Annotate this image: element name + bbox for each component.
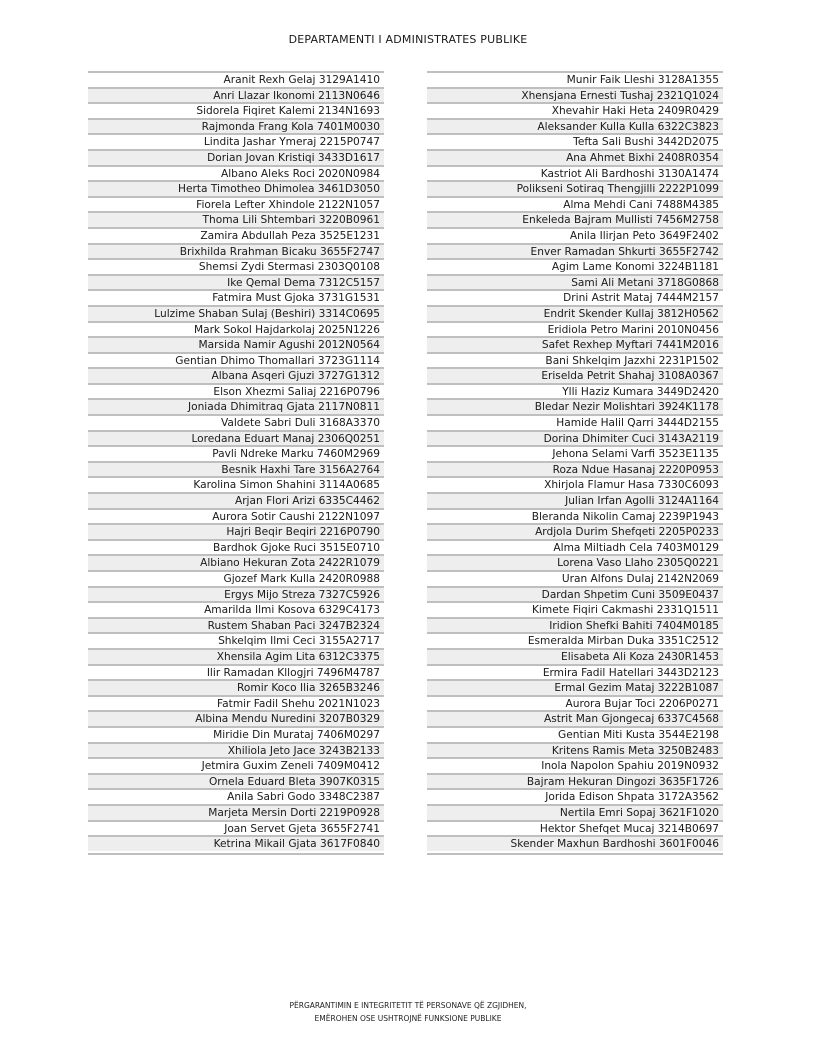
list-item: Drini Astrit Mataj 7444M2157: [427, 289, 723, 305]
list-item: Herta Timotheo Dhimolea 3461D3050: [88, 180, 384, 196]
list-item: Xhirjola Flamur Hasa 7330C6093: [427, 476, 723, 492]
list-item: Xhevahir Haki Heta 2409R0429: [427, 102, 723, 118]
list-item: Hajri Beqir Beqiri 2216P0790: [88, 523, 384, 539]
list-item: Alma Miltiadh Cela 7403M0129: [427, 539, 723, 555]
list-item: Albiano Hekuran Zota 2422R1079: [88, 554, 384, 570]
list-item: Jetmira Guxim Zeneli 7409M0412: [88, 757, 384, 773]
list-item: Joan Servet Gjeta 3655F2741: [88, 820, 384, 836]
list-item: Alma Mehdi Cani 7488M4385: [427, 196, 723, 212]
list-item: Arjan Flori Arizi 6335C4462: [88, 492, 384, 508]
list-item: Albano Aleks Roci 2020N0984: [88, 165, 384, 181]
list-item: Fatmira Must Gjoka 3731G1531: [88, 289, 384, 305]
left-name-list: [88, 71, 384, 855]
list-item: Ana Ahmet Bixhi 2408R0354: [427, 149, 723, 165]
list-item: Gentian Miti Kusta 3544E2198: [427, 726, 723, 742]
list-item: Aleksander Kulla Kulla 6322C3823: [427, 118, 723, 134]
list-item: Rajmonda Frang Kola 7401M0030: [88, 118, 384, 134]
list-item: Ardjola Durim Shefqeti 2205P0233: [427, 523, 723, 539]
list-item: Ornela Eduard Bleta 3907K0315: [88, 773, 384, 789]
footer-line-1: PËRGARANTIMIN E INTEGRITETIT TË PERSONAVE QË ZGJIDHEN,: [289, 1001, 527, 1010]
list-item: Ergys Mijo Streza 7327C5926: [88, 586, 384, 602]
list-item: Ylli Haziz Kumara 3449D2420: [427, 383, 723, 399]
list-item: Julian Irfan Agolli 3124A1164: [427, 492, 723, 508]
list-item: Dorina Dhimiter Cuci 3143A2119: [427, 430, 723, 446]
list-item: Aranit Rexh Gelaj 3129A1410: [88, 71, 384, 87]
list-item: Rustem Shaban Paci 3247B2324: [88, 617, 384, 633]
list-item: Bani Shkelqim Jazxhi 2231P1502: [427, 352, 723, 368]
list-item: Hamide Halil Qarri 3444D2155: [427, 414, 723, 430]
list-item: Enver Ramadan Shkurti 3655F2742: [427, 243, 723, 259]
footer: [0, 999, 816, 1025]
list-item: Astrit Man Gjongecaj 6337C4568: [427, 710, 723, 726]
footer-line-2: EMËROHEN OSE USHTROJNË FUNKSIONE PUBLIKE: [314, 1014, 502, 1023]
list-item: Aurora Sotir Caushi 2122N1097: [88, 508, 384, 524]
list-item: Uran Alfons Dulaj 2142N2069: [427, 570, 723, 586]
list-item: Zamira Abdullah Peza 3525E1231: [88, 227, 384, 243]
list-item: Fiorela Lefter Xhindole 2122N1057: [88, 196, 384, 212]
list-bottom-rule: [427, 851, 723, 855]
list-item: Polikseni Sotiraq Thengjilli 2222P1099: [427, 180, 723, 196]
list-item: Mark Sokol Hajdarkolaj 2025N1226: [88, 321, 384, 337]
list-item: Shkelqim Ilmi Ceci 3155A2717: [88, 632, 384, 648]
list-item: Inola Napolon Spahiu 2019N0932: [427, 757, 723, 773]
list-item: Pavli Ndreke Marku 7460M2969: [88, 445, 384, 461]
list-item: Dorian Jovan Kristiqi 3433D1617: [88, 149, 384, 165]
list-item: Shemsi Zydi Stermasi 2303Q0108: [88, 258, 384, 274]
list-item: Ketrina Mikail Gjata 3617F0840: [88, 835, 384, 851]
list-item: Sidorela Fiqiret Kalemi 2134N1693: [88, 102, 384, 118]
list-item: Lulzime Shaban Sulaj (Beshiri) 3314C0695: [88, 305, 384, 321]
list-item: Endrit Skender Kullaj 3812H0562: [427, 305, 723, 321]
list-item: Aurora Bujar Toci 2206P0271: [427, 695, 723, 711]
list-item: Valdete Sabri Duli 3168A3370: [88, 414, 384, 430]
list-item: Kimete Fiqiri Cakmashi 2331Q1511: [427, 601, 723, 617]
list-item: Karolina Simon Shahini 3114A0685: [88, 476, 384, 492]
list-item: Bleranda Nikolin Camaj 2239P1943: [427, 508, 723, 524]
list-item: Marjeta Mersin Dorti 2219P0928: [88, 804, 384, 820]
list-item: Besnik Haxhi Tare 3156A2764: [88, 461, 384, 477]
list-item: Loredana Eduart Manaj 2306Q0251: [88, 430, 384, 446]
right-name-list: [427, 71, 723, 855]
list-item: Nertila Emri Sopaj 3621F1020: [427, 804, 723, 820]
list-item: Ilir Ramadan Kllogjri 7496M4787: [88, 664, 384, 680]
list-item: Bardhok Gjoke Ruci 3515E0710: [88, 539, 384, 555]
list-item: Bledar Nezir Molishtari 3924K1178: [427, 398, 723, 414]
list-item: Xhensila Agim Lita 6312C3375: [88, 648, 384, 664]
list-item: Elisabeta Ali Koza 2430R1453: [427, 648, 723, 664]
list-item: Anri Llazar Ikonomi 2113N0646: [88, 87, 384, 103]
list-item: Munir Faik Lleshi 3128A1355: [427, 71, 723, 87]
list-item: Ike Qemal Dema 7312C5157: [88, 274, 384, 290]
list-item: Ermira Fadil Hatellari 3443D2123: [427, 664, 723, 680]
list-item: Amarilda Ilmi Kosova 6329C4173: [88, 601, 384, 617]
list-item: Xhiliola Jeto Jace 3243B2133: [88, 742, 384, 758]
list-item: Sami Ali Metani 3718G0868: [427, 274, 723, 290]
list-item: Iridion Shefki Bahiti 7404M0185: [427, 617, 723, 633]
list-item: Anila Ilirjan Peto 3649F2402: [427, 227, 723, 243]
list-item: Romir Koco Ilia 3265B3246: [88, 679, 384, 695]
page-title: DEPARTAMENTI I ADMINISTRATES PUBLIKE: [288, 33, 528, 46]
list-item: Eridiola Petro Marini 2010N0456: [427, 321, 723, 337]
list-item: Xhensjana Ernesti Tushaj 2321Q1024: [427, 87, 723, 103]
list-item: Ermal Gezim Mataj 3222B1087: [427, 679, 723, 695]
list-item: Dardan Shpetim Cuni 3509E0437: [427, 586, 723, 602]
list-item: Elson Xhezmi Saliaj 2216P0796: [88, 383, 384, 399]
list-item: Agim Lame Konomi 3224B1181: [427, 258, 723, 274]
list-item: Gjozef Mark Kulla 2420R0988: [88, 570, 384, 586]
list-item: Lindita Jashar Ymeraj 2215P0747: [88, 133, 384, 149]
list-item: Fatmir Fadil Shehu 2021N1023: [88, 695, 384, 711]
list-item: Safet Rexhep Myftari 7441M2016: [427, 336, 723, 352]
list-item: Roza Ndue Hasanaj 2220P0953: [427, 461, 723, 477]
list-item: Tefta Sali Bushi 3442D2075: [427, 133, 723, 149]
list-item: Skender Maxhun Bardhoshi 3601F0046: [427, 835, 723, 851]
list-item: Jorida Edison Shpata 3172A3562: [427, 788, 723, 804]
list-item: Eriselda Petrit Shahaj 3108A0367: [427, 367, 723, 383]
list-item: Albina Mendu Nuredini 3207B0329: [88, 710, 384, 726]
list-item: Lorena Vaso Llaho 2305Q0221: [427, 554, 723, 570]
list-item: Anila Sabri Godo 3348C2387: [88, 788, 384, 804]
list-item: Kritens Ramis Meta 3250B2483: [427, 742, 723, 758]
list-item: Thoma Lili Shtembari 3220B0961: [88, 211, 384, 227]
list-item: Joniada Dhimitraq Gjata 2117N0811: [88, 398, 384, 414]
list-item: Gentian Dhimo Thomallari 3723G1114: [88, 352, 384, 368]
list-item: Esmeralda Mirban Duka 3351C2512: [427, 632, 723, 648]
list-item: Jehona Selami Varfi 3523E1135: [427, 445, 723, 461]
list-item: Hektor Shefqet Mucaj 3214B0697: [427, 820, 723, 836]
list-item: Miridie Din Murataj 7406M0297: [88, 726, 384, 742]
list-item: Enkeleda Bajram Mullisti 7456M2758: [427, 211, 723, 227]
list-item: Albana Asqeri Gjuzi 3727G1312: [88, 367, 384, 383]
list-item: Brixhilda Rrahman Bicaku 3655F2747: [88, 243, 384, 259]
list-item: Marsida Namir Agushi 2012N0564: [88, 336, 384, 352]
list-item: Bajram Hekuran Dingozi 3635F1726: [427, 773, 723, 789]
list-bottom-rule: [88, 851, 384, 855]
list-item: Kastriot Ali Bardhoshi 3130A1474: [427, 165, 723, 181]
